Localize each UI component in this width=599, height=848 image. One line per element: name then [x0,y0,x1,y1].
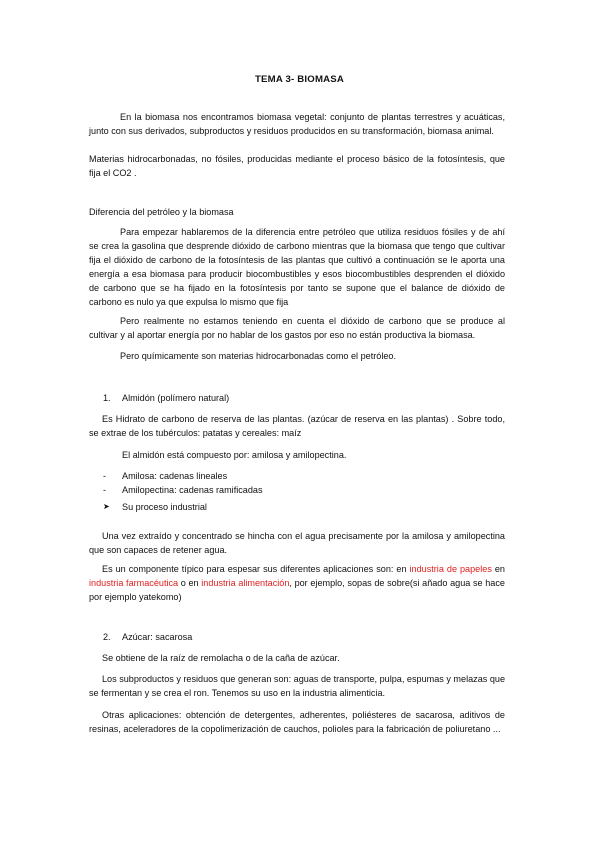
intro-paragraph-1: En la biomasa nos encontramos biomasa vegetal: conjunto de plantas terrestres y acuáticas, junto con sus derivados, subproductos y residuos producidos en su transformación, biomasa animal. [89,112,505,136]
list-item-amilopectina: Amilopectina: cadenas ramificadas [122,485,263,495]
almidon-paragraph-2: El almidón está compuesto por: amilosa y amilopectina. [122,450,347,460]
list-bullet: - [103,471,107,481]
highlight-industria-alimentacion: industria alimentación [201,578,290,588]
diferencia-paragraph-1: Para empezar hablaremos de la diferencia entre petróleo que utiliza residuos fósiles y de ahí se crea la gasolina que desprende dióxido de carbono mientras que la biomasa que tengo que cultivar fija el dióxido de carbono de la fotosíntesis de las plantas que cultivó a continuación se le aporta una energía a esa biomasa para producir biocombustibles y esos biocombustibles desprenden el dióxido de carbono que se ha fijado en la fotosíntesis por tanto se supone que el balance de dióxido de carbono es nulo ya que expulsa lo mismo que fija [89,227,505,307]
highlight-industria-farmaceutica: industria farmacéutica [89,578,179,588]
document-title: TEMA 3- BIOMASA [255,74,344,85]
azucar-paragraph-1: Se obtiene de la raíz de remolacha o de la caña de azúcar. [102,653,340,663]
section-1-number: 1. [103,393,111,403]
list-bullet: - [103,485,107,495]
list-item-amilosa: Amilosa: cadenas lineales [122,471,228,481]
section-1-heading: Almidón (polímero natural) [122,393,230,403]
text-segment: Es un componente típico para espesar sus diferentes aplicaciones son: en [102,564,410,574]
almidon-paragraph-1: Es Hidrato de carbono de reserva de las plantas. (azúcar de reserva en las plantas) . Sobre todo, se extrae de los tubérculos: patatas y cereales: maíz [89,414,505,438]
section-2-heading: Azúcar: sacarosa [122,632,193,642]
text-segment: en [491,564,505,574]
azucar-paragraph-3: Otras aplicaciones: obtención de detergentes, adherentes, poliésteres de sacarosa, aditivos de resinas, aceleradores de la copolimerización de cauchos, polioles para la fabricación de poliuretano ... [89,710,505,734]
highlight-industria-papeles: industria de papeles [409,564,492,574]
almidon-paragraph-3: Una vez extraído y concentrado se hincha con el agua precisamente por la amilosa y amilopectina que son capaces de retener agua. [89,531,505,555]
intro-paragraph-2: Materias hidrocarbonadas, no fósiles, producidas mediante el proceso básico de la fotosíntesis, que fija el CO2 . [89,154,505,178]
diferencia-paragraph-3: Pero químicamente son materias hidrocarbonadas como el petróleo. [120,351,396,361]
arrow-bullet-icon: ➤ [103,502,110,511]
text-segment: o en [178,578,202,588]
text-segment: , por ejemplo, sopas de sobre(si añado agua se hace por ejemplo yatekomo) [89,578,505,602]
azucar-paragraph-2: Los subproductos y residuos que generan son: aguas de transporte, pulpa, espumas y melazas que se fermentan y se crea el ron. Tenemos su uso en la industria alimenticia. [89,674,505,698]
list-item-proceso-industrial: Su proceso industrial [122,502,207,512]
diferencia-paragraph-2: Pero realmente no estamos teniendo en cuenta el dióxido de carbono que se produce al cultivar y al aportar energía por no hablar de los gastos por eso no están productiva la biomasa. [89,316,505,340]
section-2-number: 2. [103,632,111,642]
section-heading-diferencia: Diferencia del petróleo y la biomasa [89,207,234,217]
almidon-paragraph-4 [89,562,505,604]
